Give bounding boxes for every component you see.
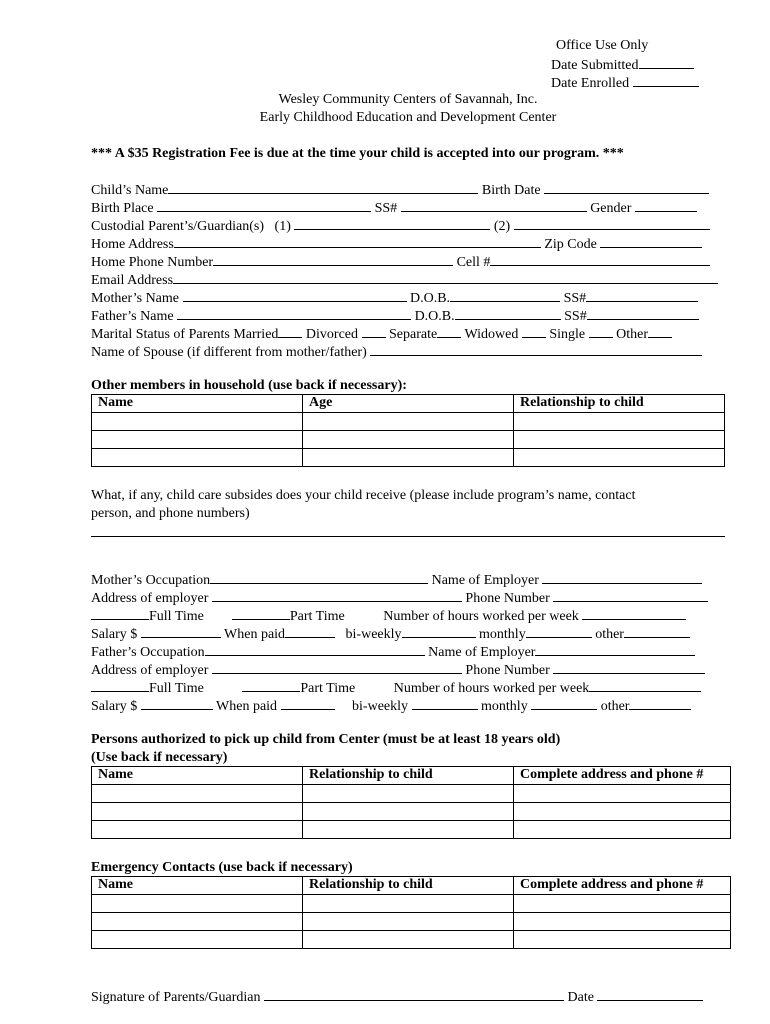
- column-header: Relationship to child: [303, 767, 514, 785]
- row-father: Father’s Name D.O.B. SS#: [91, 306, 725, 324]
- mother-employer-phone-field[interactable]: [553, 588, 708, 602]
- divorced-field[interactable]: [362, 324, 386, 338]
- row-mother-employer-address: Address of employer Phone Number: [91, 588, 725, 606]
- spouse-name-field[interactable]: [370, 342, 702, 356]
- child-ss-field[interactable]: [401, 198, 587, 212]
- child-name-field[interactable]: [168, 180, 478, 194]
- table-cell[interactable]: [303, 913, 514, 931]
- pickup-subtitle: (Use back if necessary): [91, 750, 228, 765]
- row-child-name: Child’s Name Birth Date: [91, 180, 725, 198]
- father-name-field[interactable]: [177, 306, 411, 320]
- subsidy-answer-field[interactable]: [91, 536, 725, 537]
- table-cell[interactable]: [92, 803, 303, 821]
- row-mother-salary: Salary $ When paid bi-weekly monthly other: [91, 624, 725, 642]
- mother-other-field[interactable]: [624, 624, 690, 638]
- table-cell[interactable]: [303, 413, 514, 431]
- father-employer-phone-field[interactable]: [553, 660, 705, 674]
- signature-date-field[interactable]: [597, 987, 703, 1001]
- table-row: [92, 821, 731, 839]
- email-field[interactable]: [173, 270, 718, 284]
- table-cell[interactable]: [92, 431, 303, 449]
- row-mother-occupation: Mother’s Occupation Name of Employer: [91, 570, 725, 588]
- signature-field[interactable]: [264, 987, 564, 1001]
- custodial-2-field[interactable]: [514, 216, 710, 230]
- row-email: Email Address: [91, 270, 725, 288]
- father-employer-field[interactable]: [535, 642, 695, 656]
- column-header: Name: [92, 395, 303, 413]
- father-biweekly-field[interactable]: [412, 696, 478, 710]
- date-enrolled-label: Date Enrolled: [551, 73, 699, 93]
- column-header: Relationship to child: [514, 395, 725, 413]
- household-table: [91, 394, 725, 467]
- row-father-occupation: Father’s Occupation Name of Employer: [91, 642, 725, 660]
- table-cell[interactable]: [514, 431, 725, 449]
- pickup-title: Persons authorized to pick up child from Center (must be at least 18 years old): [91, 732, 561, 747]
- table-row: [92, 449, 725, 467]
- table-cell[interactable]: [92, 821, 303, 839]
- table-row: [92, 895, 731, 913]
- column-header: Name: [92, 877, 303, 895]
- mother-full-time-field[interactable]: [91, 606, 149, 620]
- home-phone-field[interactable]: [213, 252, 453, 266]
- mother-salary-field[interactable]: [141, 624, 221, 638]
- row-mother: Mother’s Name D.O.B. SS#: [91, 288, 725, 306]
- table-cell[interactable]: [92, 931, 303, 949]
- row-marital: Marital Status of Parents Married Divorced Separate Widowed Single Other: [91, 324, 725, 342]
- column-header: Complete address and phone #: [514, 877, 731, 895]
- column-header: Complete address and phone #: [514, 767, 731, 785]
- table-cell[interactable]: [514, 413, 725, 431]
- row-father-employer-address: Address of employer Phone Number: [91, 660, 725, 678]
- mother-biweekly-field[interactable]: [402, 624, 476, 638]
- subsidy-question: What, if any, child care subsides does your child receive (please include program’s name, contact: [91, 488, 636, 503]
- father-occupation-field[interactable]: [205, 642, 425, 656]
- mother-ss-field[interactable]: [586, 288, 698, 302]
- mother-name-field[interactable]: [183, 288, 407, 302]
- fee-notice: *** A $35 Registration Fee is due at the time your child is accepted into our program. ***: [91, 146, 624, 161]
- table-cell[interactable]: [92, 785, 303, 803]
- father-hours-field[interactable]: [589, 678, 701, 692]
- date-submitted-field[interactable]: [639, 55, 694, 69]
- mother-when-paid-field[interactable]: [285, 624, 335, 638]
- mother-hours-field[interactable]: [582, 606, 686, 620]
- table-row: [92, 931, 731, 949]
- column-header: Relationship to child: [303, 877, 514, 895]
- father-other-field[interactable]: [629, 696, 691, 710]
- mother-monthly-field[interactable]: [526, 624, 592, 638]
- table-header-row: [92, 395, 725, 413]
- table-cell[interactable]: [92, 413, 303, 431]
- column-header: Name: [92, 767, 303, 785]
- married-field[interactable]: [278, 324, 302, 338]
- pickup-table: [91, 766, 731, 839]
- emergency-title: Emergency Contacts (use back if necessary): [91, 860, 353, 875]
- table-row: [92, 803, 731, 821]
- date-enrolled-field[interactable]: [633, 73, 699, 87]
- table-cell[interactable]: [92, 449, 303, 467]
- home-address-field[interactable]: [174, 234, 541, 248]
- row-birth-place: Birth Place SS# Gender: [91, 198, 725, 216]
- custodial-1-field[interactable]: [294, 216, 490, 230]
- table-cell[interactable]: [303, 803, 514, 821]
- row-address: Home Address Zip Code: [91, 234, 725, 252]
- emergency-table: [91, 876, 731, 949]
- table-row: [92, 431, 725, 449]
- center-name: Early Childhood Education and Development Center: [259, 110, 557, 125]
- widowed-field[interactable]: [522, 324, 546, 338]
- table-cell[interactable]: [514, 449, 725, 467]
- table-cell[interactable]: [514, 785, 731, 803]
- table-cell[interactable]: [303, 931, 514, 949]
- table-cell[interactable]: [92, 913, 303, 931]
- marital-other-field[interactable]: [648, 324, 672, 338]
- table-header-row: [92, 767, 731, 785]
- father-ss-field[interactable]: [587, 306, 699, 320]
- org-name: Wesley Community Centers of Savannah, Inc.: [278, 92, 538, 107]
- table-cell[interactable]: [514, 895, 731, 913]
- cell-field[interactable]: [490, 252, 710, 266]
- subsidy-question-cont: person, and phone numbers): [91, 506, 250, 521]
- row-custodial: Custodial Parent’s/Guardian(s) (1) (2): [91, 216, 725, 234]
- father-full-time-field[interactable]: [91, 678, 149, 692]
- separate-field[interactable]: [437, 324, 461, 338]
- table-cell[interactable]: [514, 821, 731, 839]
- household-title: Other members in household (use back if necessary):: [91, 378, 407, 393]
- table-cell[interactable]: [303, 449, 514, 467]
- father-employer-address-field[interactable]: [212, 660, 462, 674]
- table-cell[interactable]: [303, 785, 514, 803]
- mother-employer-address-field[interactable]: [212, 588, 462, 602]
- table-cell[interactable]: [514, 931, 731, 949]
- birth-date-field[interactable]: [544, 180, 709, 194]
- row-signature: Signature of Parents/Guardian Date: [91, 987, 725, 1005]
- row-spouse: Name of Spouse (if different from mother/father): [91, 342, 725, 360]
- table-row: [92, 413, 725, 431]
- table-row: [92, 785, 731, 803]
- father-part-time-field[interactable]: [242, 678, 300, 692]
- table-cell[interactable]: [303, 895, 514, 913]
- table-header-row: [92, 877, 731, 895]
- table-cell[interactable]: [303, 431, 514, 449]
- row-mother-hours: Full Time Part Time Number of hours worked per week: [91, 606, 725, 624]
- row-father-salary: Salary $ When paid bi-weekly monthly other: [91, 696, 725, 714]
- mother-part-time-field[interactable]: [232, 606, 290, 620]
- birth-place-field[interactable]: [157, 198, 371, 212]
- gender-field[interactable]: [635, 198, 697, 212]
- table-cell[interactable]: [514, 803, 731, 821]
- row-phone: Home Phone Number Cell #: [91, 252, 725, 270]
- table-cell[interactable]: [92, 895, 303, 913]
- date-submitted-label: Date Submitted: [551, 55, 694, 75]
- father-monthly-field[interactable]: [531, 696, 597, 710]
- single-field[interactable]: [589, 324, 613, 338]
- mother-dob-field[interactable]: [450, 288, 560, 302]
- column-header: Age: [303, 395, 514, 413]
- father-salary-field[interactable]: [141, 696, 213, 710]
- zip-code-field[interactable]: [600, 234, 702, 248]
- mother-occupation-field[interactable]: [210, 570, 428, 584]
- father-dob-field[interactable]: [455, 306, 561, 320]
- table-cell[interactable]: [514, 913, 731, 931]
- father-when-paid-field[interactable]: [281, 696, 335, 710]
- table-row: [92, 913, 731, 931]
- row-father-hours: Full Time Part Time Number of hours worked per week: [91, 678, 725, 696]
- office-use-title: Office Use Only: [556, 38, 649, 53]
- table-cell[interactable]: [303, 821, 514, 839]
- mother-employer-field[interactable]: [542, 570, 702, 584]
